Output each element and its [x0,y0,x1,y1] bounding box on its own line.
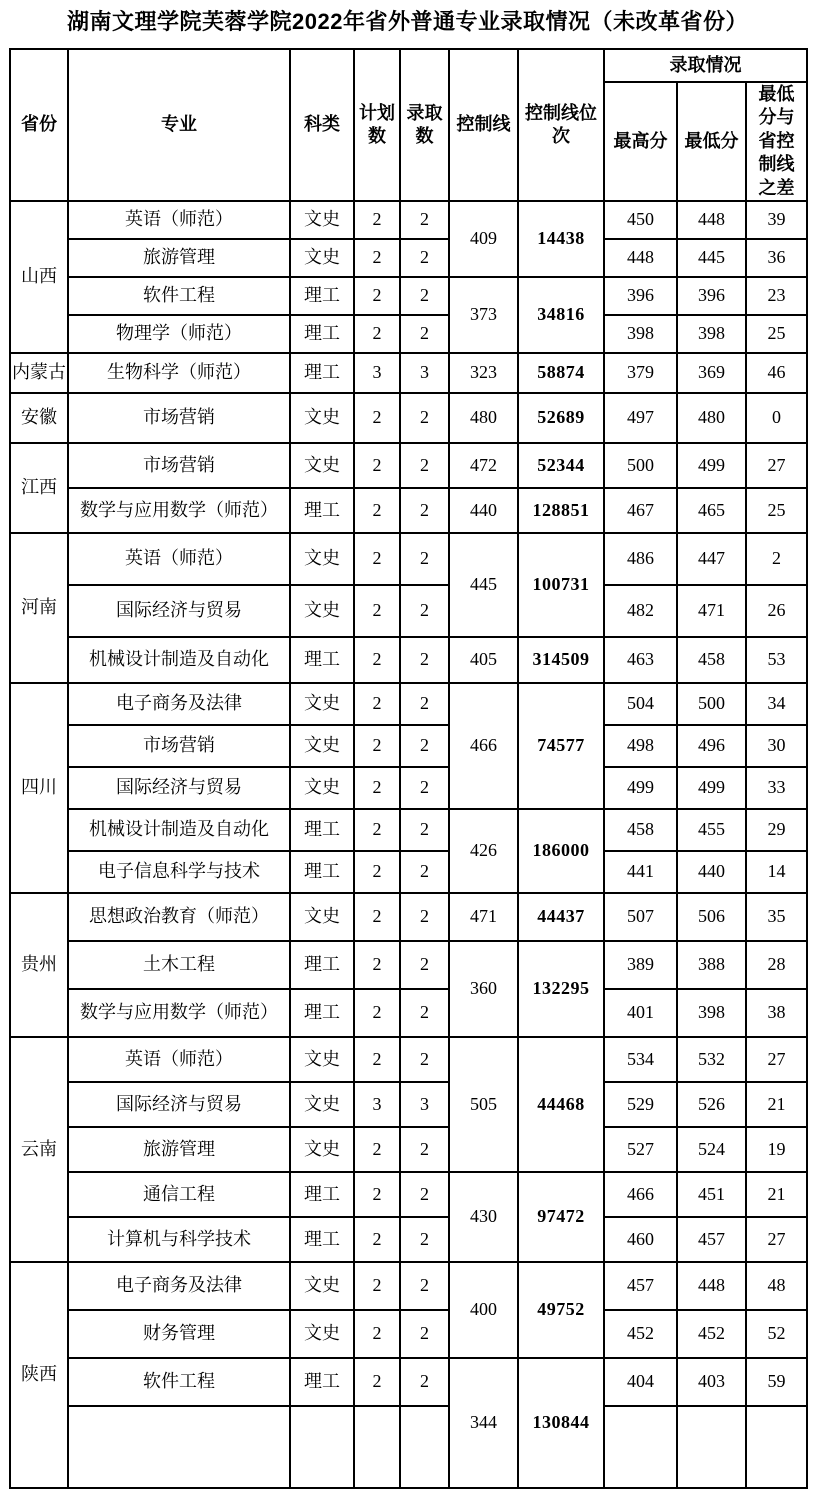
header-category: 科类 [290,49,354,201]
cell-admitted: 2 [400,809,449,851]
cell-rank: 58874 [518,353,604,393]
cell-diff: 39 [746,201,807,239]
cell-diff: 27 [746,443,807,488]
cell-category: 理工 [290,315,354,353]
cell-admitted [400,1406,449,1488]
cell-major: 思想政治教育（师范） [68,893,290,941]
cell-diff: 2 [746,533,807,585]
cell-diff: 53 [746,637,807,683]
cell-category: 文史 [290,1082,354,1127]
cell-major: 计算机与科学技术 [68,1217,290,1262]
table-row [10,393,807,443]
cell-min: 526 [677,1082,746,1127]
table-row [10,725,807,767]
cell-min: 440 [677,851,746,893]
cell-min: 448 [677,1262,746,1310]
cell-category: 文史 [290,443,354,488]
cell-admitted: 2 [400,1127,449,1172]
cell-max: 448 [604,239,677,277]
table-row [10,585,807,637]
cell-admitted: 2 [400,315,449,353]
cell-max: 452 [604,1310,677,1358]
cell-diff: 0 [746,393,807,443]
cell-control: 505 [449,1037,518,1172]
cell-diff: 27 [746,1217,807,1262]
cell-min: 452 [677,1310,746,1358]
cell-max: 497 [604,393,677,443]
cell-admitted: 2 [400,393,449,443]
cell-rank: 52344 [518,443,604,488]
table-row [10,1172,807,1217]
cell-min: 500 [677,683,746,725]
cell-min: 480 [677,393,746,443]
cell-major: 数学与应用数学（师范） [68,488,290,533]
header-admitted-count: 录取数 [400,49,449,201]
cell-major: 国际经济与贸易 [68,585,290,637]
table-row [10,1127,807,1172]
cell-plan: 2 [354,1358,400,1406]
cell-admitted: 2 [400,488,449,533]
cell-min: 403 [677,1358,746,1406]
cell-min: 398 [677,315,746,353]
cell-max: 482 [604,585,677,637]
cell-category: 理工 [290,637,354,683]
cell-control: 440 [449,488,518,533]
cell-province: 山西 [10,201,68,353]
cell-major: 机械设计制造及自动化 [68,637,290,683]
cell-control: 426 [449,809,518,893]
cell-rank: 14438 [518,201,604,277]
cell-rank: 52689 [518,393,604,443]
cell-major: 通信工程 [68,1172,290,1217]
cell-major: 电子信息科学与技术 [68,851,290,893]
table-body [10,201,807,1488]
cell-max: 404 [604,1358,677,1406]
cell-plan: 2 [354,1262,400,1310]
cell-plan: 2 [354,443,400,488]
cell-control: 472 [449,443,518,488]
cell-major: 英语（师范） [68,1037,290,1082]
cell-admitted: 2 [400,443,449,488]
cell-max: 507 [604,893,677,941]
cell-max: 450 [604,201,677,239]
cell-control: 430 [449,1172,518,1262]
cell-plan: 2 [354,393,400,443]
table-row [10,443,807,488]
cell-category: 理工 [290,989,354,1037]
cell-diff: 23 [746,277,807,315]
cell-rank: 34816 [518,277,604,353]
table-row [10,683,807,725]
cell-max: 463 [604,637,677,683]
cell-admitted: 2 [400,941,449,989]
cell-admitted: 2 [400,1262,449,1310]
header-control-line: 控制线 [449,49,518,201]
table-row [10,767,807,809]
cell-plan: 2 [354,725,400,767]
cell-category [290,1406,354,1488]
cell-province: 四川 [10,683,68,893]
cell-category: 文史 [290,585,354,637]
cell-province: 内蒙古 [10,353,68,393]
cell-category: 文史 [290,1127,354,1172]
cell-control: 400 [449,1262,518,1358]
cell-major: 旅游管理 [68,1127,290,1172]
table-row [10,488,807,533]
table-row [10,989,807,1037]
header-min-diff: 最低分与省控制线之差 [746,82,807,201]
cell-min: 499 [677,767,746,809]
cell-max: 401 [604,989,677,1037]
cell-admitted: 2 [400,683,449,725]
cell-min: 458 [677,637,746,683]
table-row [10,1082,807,1127]
cell-admitted: 2 [400,1172,449,1217]
cell-min: 398 [677,989,746,1037]
cell-major: 旅游管理 [68,239,290,277]
cell-admitted: 2 [400,725,449,767]
cell-control: 480 [449,393,518,443]
cell-max: 529 [604,1082,677,1127]
cell-category: 理工 [290,277,354,315]
header-plan-count: 计划数 [354,49,400,201]
cell-diff: 14 [746,851,807,893]
cell-control: 409 [449,201,518,277]
cell-admitted: 2 [400,1217,449,1262]
cell-category: 文史 [290,239,354,277]
cell-max: 498 [604,725,677,767]
cell-min: 388 [677,941,746,989]
cell-category: 文史 [290,1037,354,1082]
cell-major: 财务管理 [68,1310,290,1358]
cell-min: 524 [677,1127,746,1172]
cell-rank: 74577 [518,683,604,809]
header-admission-group: 录取情况 [604,49,807,82]
cell-plan: 2 [354,315,400,353]
cell-max: 457 [604,1262,677,1310]
cell-plan: 2 [354,533,400,585]
page-title: 湖南文理学院芙蓉学院2022年省外普通专业录取情况（未改革省份） [67,9,748,34]
cell-max: 460 [604,1217,677,1262]
cell-plan: 3 [354,353,400,393]
header-province: 省份 [10,49,68,201]
cell-max: 441 [604,851,677,893]
cell-admitted: 2 [400,637,449,683]
cell-admitted: 2 [400,533,449,585]
cell-control: 445 [449,533,518,637]
cell-control: 323 [449,353,518,393]
cell-diff: 33 [746,767,807,809]
cell-province: 贵州 [10,893,68,1037]
cell-max: 504 [604,683,677,725]
cell-plan: 2 [354,1172,400,1217]
cell-major: 软件工程 [68,277,290,315]
cell-plan: 2 [354,277,400,315]
cell-admitted: 3 [400,353,449,393]
cell-diff: 21 [746,1082,807,1127]
cell-min: 471 [677,585,746,637]
cell-major: 市场营销 [68,443,290,488]
cell-diff: 28 [746,941,807,989]
cell-diff: 25 [746,488,807,533]
cell-admitted: 2 [400,277,449,315]
cell-min: 447 [677,533,746,585]
cell-admitted: 3 [400,1082,449,1127]
cell-category: 文史 [290,725,354,767]
table-row [10,637,807,683]
table-row [10,315,807,353]
cell-plan: 2 [354,1310,400,1358]
cell-category: 理工 [290,1172,354,1217]
cell-rank: 49752 [518,1262,604,1358]
cell-category: 文史 [290,893,354,941]
cell-max: 379 [604,353,677,393]
cell-admitted: 2 [400,585,449,637]
cell-diff: 35 [746,893,807,941]
cell-plan: 2 [354,201,400,239]
table-row [10,893,807,941]
table-row [10,1037,807,1082]
cell-diff: 52 [746,1310,807,1358]
cell-control: 405 [449,637,518,683]
cell-admitted: 2 [400,1310,449,1358]
cell-plan [354,1406,400,1488]
table-header [10,49,807,201]
cell-category: 理工 [290,851,354,893]
cell-category: 文史 [290,393,354,443]
cell-rank: 97472 [518,1172,604,1262]
cell-major: 市场营销 [68,393,290,443]
table-row [10,1358,807,1406]
cell-min: 499 [677,443,746,488]
cell-diff: 59 [746,1358,807,1406]
cell-min: 532 [677,1037,746,1082]
cell-plan: 2 [354,809,400,851]
cell-major: 电子商务及法律 [68,1262,290,1310]
cell-diff: 26 [746,585,807,637]
cell-plan: 2 [354,488,400,533]
cell-diff: 30 [746,725,807,767]
cell-diff: 25 [746,315,807,353]
table-row [10,239,807,277]
table-row [10,1406,807,1488]
cell-rank: 130844 [518,1358,604,1488]
cell-diff: 29 [746,809,807,851]
cell-province: 云南 [10,1037,68,1262]
cell-min: 457 [677,1217,746,1262]
cell-rank: 44468 [518,1037,604,1172]
cell-plan: 2 [354,683,400,725]
cell-control: 373 [449,277,518,353]
cell-major: 英语（师范） [68,201,290,239]
cell-min: 455 [677,809,746,851]
cell-plan: 2 [354,767,400,809]
cell-rank: 100731 [518,533,604,637]
table-row [10,533,807,585]
cell-control: 471 [449,893,518,941]
cell-major: 软件工程 [68,1358,290,1406]
cell-category: 理工 [290,941,354,989]
cell-major: 物理学（师范） [68,315,290,353]
cell-max: 500 [604,443,677,488]
cell-max: 396 [604,277,677,315]
admissions-table [9,48,808,1489]
cell-min: 396 [677,277,746,315]
cell-admitted: 2 [400,767,449,809]
cell-major: 土木工程 [68,941,290,989]
cell-max: 534 [604,1037,677,1082]
cell-major: 电子商务及法律 [68,683,290,725]
cell-category: 理工 [290,353,354,393]
cell-major: 英语（师范） [68,533,290,585]
cell-min: 369 [677,353,746,393]
cell-category: 文史 [290,1310,354,1358]
cell-min: 506 [677,893,746,941]
cell-min [677,1406,746,1488]
cell-max: 458 [604,809,677,851]
cell-diff: 46 [746,353,807,393]
cell-major: 生物科学（师范） [68,353,290,393]
cell-plan: 2 [354,585,400,637]
cell-admitted: 2 [400,201,449,239]
cell-admitted: 2 [400,1358,449,1406]
table-row [10,941,807,989]
header-min-score: 最低分 [677,82,746,201]
cell-category: 文史 [290,201,354,239]
header-max-score: 最高分 [604,82,677,201]
cell-category: 文史 [290,683,354,725]
cell-diff: 27 [746,1037,807,1082]
cell-province: 安徽 [10,393,68,443]
cell-admitted: 2 [400,893,449,941]
cell-category: 理工 [290,809,354,851]
cell-max: 499 [604,767,677,809]
cell-plan: 2 [354,239,400,277]
table-row [10,1262,807,1310]
cell-plan: 3 [354,1082,400,1127]
table-row [10,277,807,315]
table-row [10,353,807,393]
cell-max: 486 [604,533,677,585]
cell-rank: 132295 [518,941,604,1037]
cell-diff: 48 [746,1262,807,1310]
cell-plan: 2 [354,1217,400,1262]
cell-rank: 128851 [518,488,604,533]
cell-diff: 19 [746,1127,807,1172]
cell-major: 国际经济与贸易 [68,1082,290,1127]
table-row [10,809,807,851]
cell-control: 466 [449,683,518,809]
cell-plan: 2 [354,851,400,893]
cell-plan: 2 [354,637,400,683]
cell-control: 360 [449,941,518,1037]
cell-major [68,1406,290,1488]
cell-plan: 2 [354,1127,400,1172]
cell-admitted: 2 [400,851,449,893]
header-row-top [10,49,807,82]
cell-category: 理工 [290,488,354,533]
cell-major: 市场营销 [68,725,290,767]
cell-category: 理工 [290,1217,354,1262]
cell-major: 国际经济与贸易 [68,767,290,809]
cell-plan: 2 [354,989,400,1037]
cell-max: 398 [604,315,677,353]
table-row [10,1310,807,1358]
cell-province: 陕西 [10,1262,68,1488]
header-control-line-rank: 控制线位次 [518,49,604,201]
cell-diff: 21 [746,1172,807,1217]
table-row [10,1217,807,1262]
table-row [10,201,807,239]
cell-rank: 314509 [518,637,604,683]
cell-major: 数学与应用数学（师范） [68,989,290,1037]
cell-admitted: 2 [400,1037,449,1082]
cell-diff: 36 [746,239,807,277]
cell-rank: 44437 [518,893,604,941]
cell-min: 451 [677,1172,746,1217]
cell-min: 445 [677,239,746,277]
cell-admitted: 2 [400,989,449,1037]
cell-max: 467 [604,488,677,533]
cell-max: 389 [604,941,677,989]
cell-category: 理工 [290,1358,354,1406]
cell-control: 344 [449,1358,518,1488]
cell-major: 机械设计制造及自动化 [68,809,290,851]
cell-province: 河南 [10,533,68,683]
cell-max [604,1406,677,1488]
cell-plan: 2 [354,893,400,941]
cell-province: 江西 [10,443,68,533]
cell-category: 文史 [290,533,354,585]
cell-category: 文史 [290,1262,354,1310]
cell-category: 文史 [290,767,354,809]
cell-diff: 38 [746,989,807,1037]
cell-min: 496 [677,725,746,767]
cell-max: 527 [604,1127,677,1172]
table-row [10,851,807,893]
cell-max: 466 [604,1172,677,1217]
cell-plan: 2 [354,941,400,989]
cell-diff [746,1406,807,1488]
cell-plan: 2 [354,1037,400,1082]
header-major: 专业 [68,49,290,201]
cell-min: 448 [677,201,746,239]
cell-diff: 34 [746,683,807,725]
cell-admitted: 2 [400,239,449,277]
cell-min: 465 [677,488,746,533]
cell-rank: 186000 [518,809,604,893]
